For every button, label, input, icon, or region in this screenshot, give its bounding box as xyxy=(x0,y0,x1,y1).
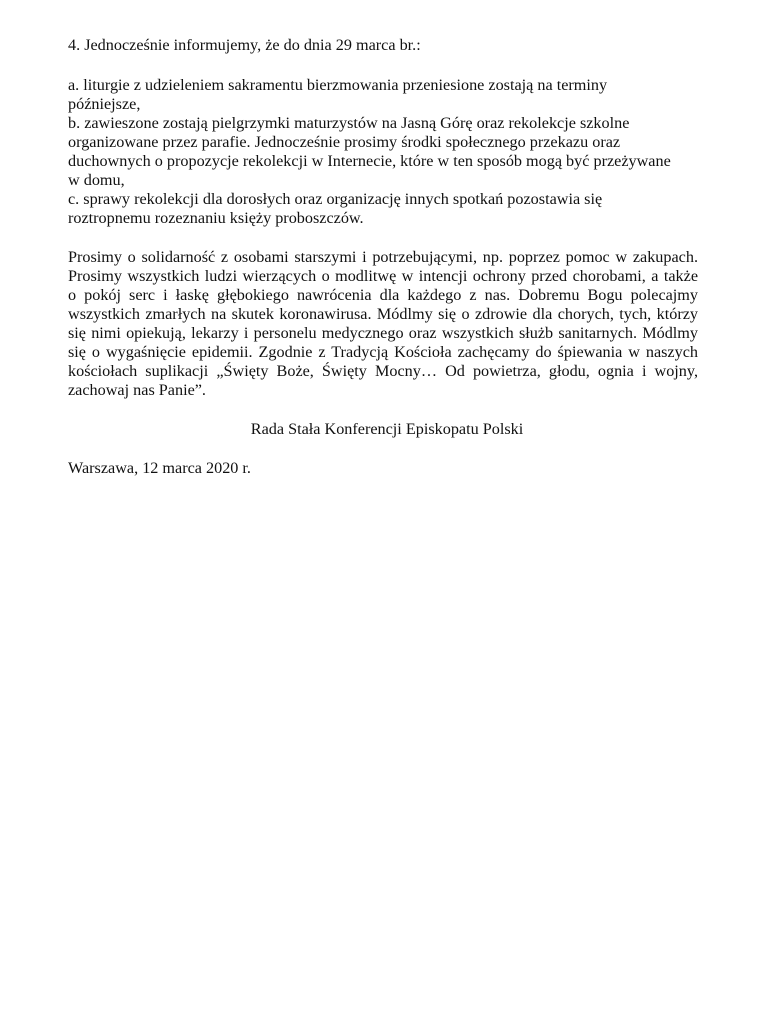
signature: Rada Stała Konferencji Episkopatu Polski xyxy=(250,420,524,438)
place-date: Warszawa, 12 marca 2020 r. xyxy=(68,459,251,477)
list-item-line: duchownych o propozycje rekolekcji w Internecie, które w ten sposób mogą być przeżywane xyxy=(68,152,671,170)
point-4-heading: 4. Jednocześnie informujemy, że do dnia 29 marca br.: xyxy=(68,36,421,54)
paragraph-line: się nimi opiekują, lekarzy i personelu medycznego oraz wszystkich służb sanitarnych. Módlmy xyxy=(68,324,698,342)
list-item-line: c. sprawy rekolekcji dla dorosłych oraz organizację innych spotkań pozostawia się xyxy=(68,190,603,208)
paragraph-line: o pokój serc i łaskę głębokiego nawrócenia dla każdego z nas. Dobremu Bogu polecajmy xyxy=(68,286,698,304)
paragraph-line: zachowaj nas Panie”. xyxy=(68,381,206,399)
list-item-line: roztropnemu rozeznaniu księży proboszczów. xyxy=(68,209,364,227)
list-item-line: a. liturgie z udzieleniem sakramentu bierzmowania przeniesione zostają na terminy xyxy=(68,76,608,94)
paragraph-line: się o wygaśnięcie epidemii. Zgodnie z Tradycją Kościoła zachęcamy do śpiewania w naszych xyxy=(68,343,698,361)
list-item-line: b. zawieszone zostają pielgrzymki maturzystów na Jasną Górę oraz rekolekcje szkolne xyxy=(68,114,630,132)
list-item-line: późniejsze, xyxy=(68,95,141,113)
paragraph-line: wszystkich zmarłych na skutek koronawirusa. Módlmy się o zdrowie dla chorych, tych, którzy xyxy=(68,305,698,323)
paragraph-line: Prosimy wszystkich ludzi wierzących o modlitwę w intencji ochrony przed chorobami, a także xyxy=(68,267,698,285)
paragraph-line: Prosimy o solidarność z osobami starszymi i potrzebującymi, np. poprzez pomoc w zakupach. xyxy=(68,248,698,266)
list-item-line: organizowane przez parafie. Jednocześnie prosimy środki społecznego przekazu oraz xyxy=(68,133,621,151)
paragraph-line: kościołach suplikacji „Święty Boże, Święty Mocny… Od powietrza, głodu, ognia i wojny, xyxy=(68,362,698,380)
list-item-line: w domu, xyxy=(68,171,125,189)
